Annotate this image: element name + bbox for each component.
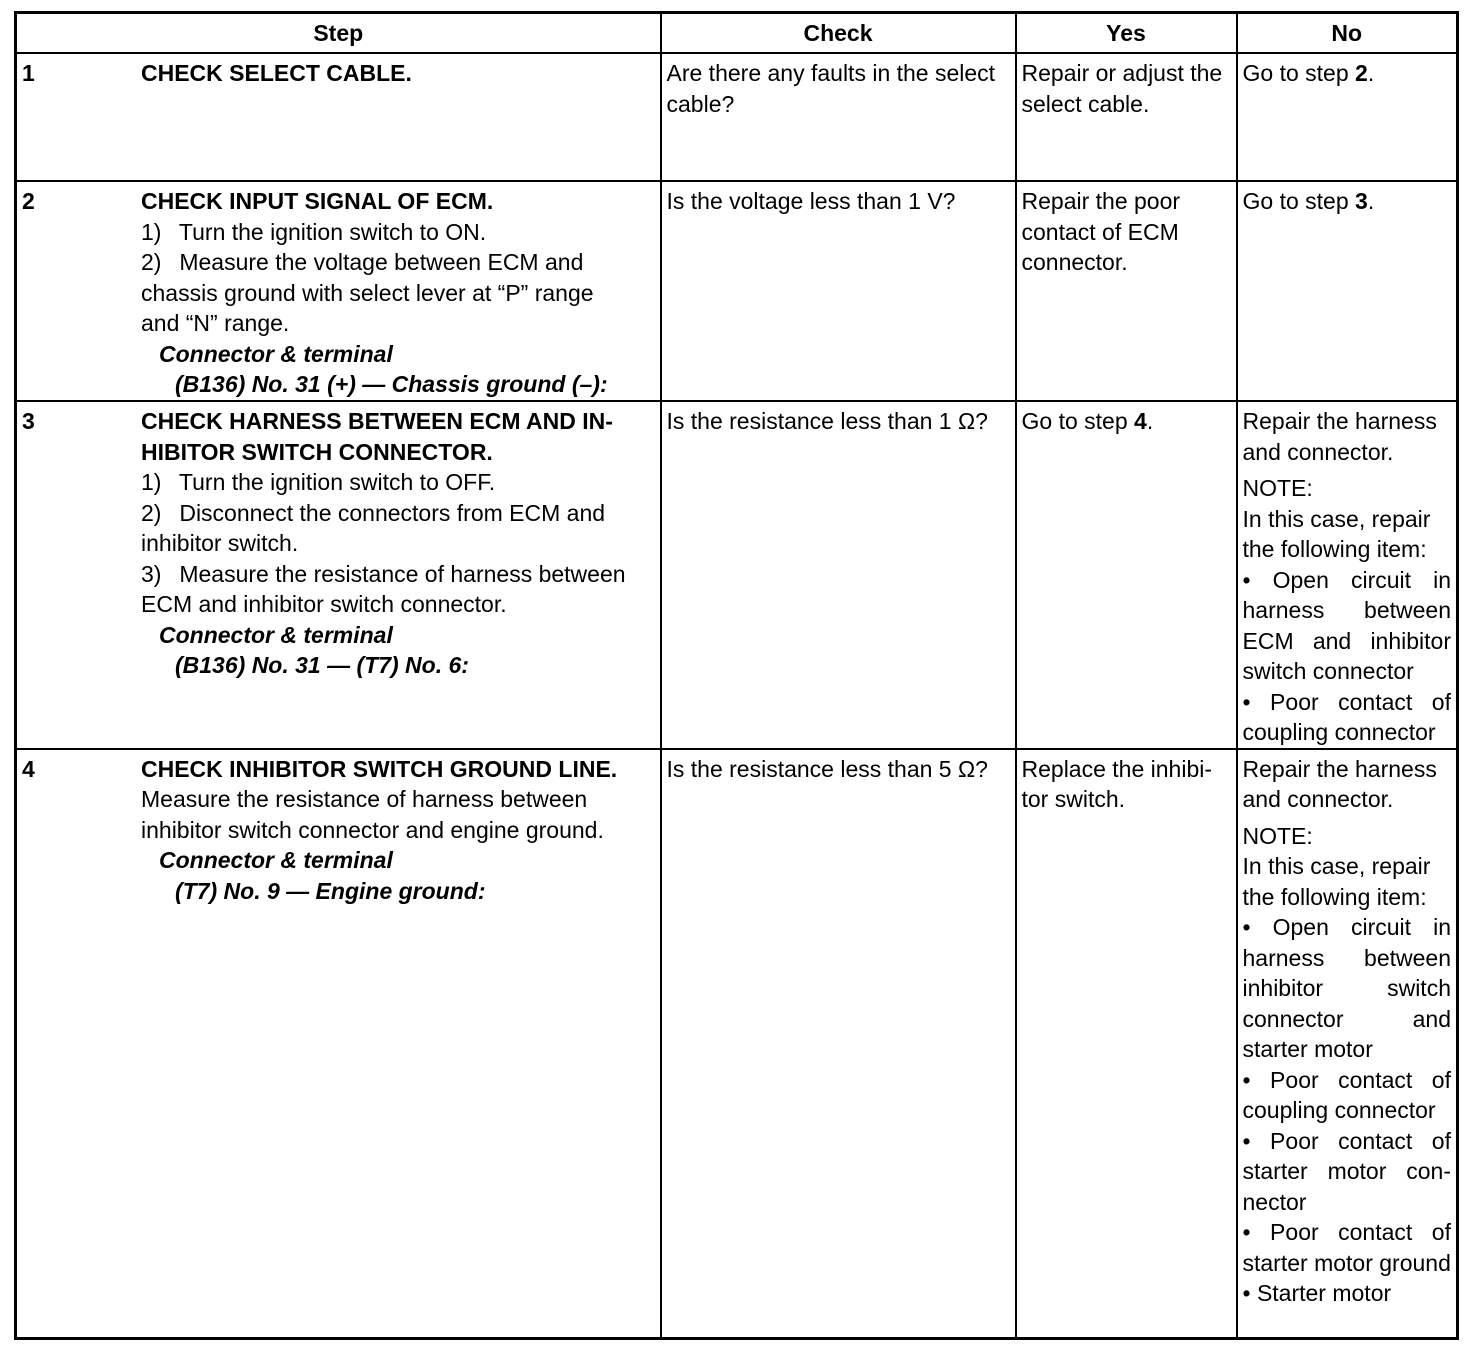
table-row <box>16 53 1458 181</box>
note-text: In this case, repair the following item: <box>1242 853 1431 910</box>
note-item: • Poor contact of starter motor ground <box>1242 1219 1451 1276</box>
instruction-line: ECM and inhibitor switch connector. <box>141 591 507 617</box>
diagnostic-table <box>14 11 1459 1340</box>
yes-cell: Replace the inhibi- tor switch. <box>1016 749 1237 1339</box>
step-cell <box>16 401 661 749</box>
connector-value: (T7) No. 9 — Engine ground: <box>175 877 486 904</box>
note-item: • Poor contact of coupling connector <box>1242 1066 1451 1123</box>
instruction-line: and “N” range. <box>141 310 290 336</box>
no-cell <box>1237 401 1458 749</box>
step-cell <box>16 53 661 181</box>
instruction-line: 2) Disconnect the connectors from ECM and <box>141 499 606 526</box>
instruction-line: inhibitor switch. <box>141 530 299 556</box>
header-check: Check <box>661 13 1016 54</box>
note-item: • Open circuit in harness between inhibitor switch connector and starter motor <box>1242 914 1451 1062</box>
instruction-line: 3) Measure the resistance of harness between <box>141 560 626 587</box>
connector-value: (B136) No. 31 — (T7) No. 6: <box>175 652 469 678</box>
yes-cell <box>1016 401 1237 749</box>
instruction-line: chassis ground with select lever at “P” range <box>141 279 594 306</box>
no-step-ref: 2 <box>1355 60 1368 86</box>
step-title: CHECK INPUT SIGNAL OF ECM. <box>141 188 494 214</box>
header-step: Step <box>16 13 661 54</box>
step-cell <box>16 181 661 401</box>
instruction-line: inhibitor switch connector and engine ground. <box>141 816 604 843</box>
instruction-line: 1) Turn the ignition switch to OFF. <box>141 469 496 495</box>
no-main: Repair the harness and connector. <box>1242 408 1437 465</box>
step-title: CHECK INHIBITOR SWITCH GROUND LINE. <box>141 755 618 782</box>
connector-label: Connector & terminal <box>159 340 393 367</box>
instruction-line: 1) Turn the ignition switch to ON. <box>141 218 487 245</box>
header-yes: Yes <box>1016 13 1237 54</box>
no-suffix: . <box>1367 60 1375 86</box>
header-no: No <box>1237 13 1458 54</box>
note-item: • Poor contact of starter motor con- nector <box>1242 1127 1451 1215</box>
step-title: CHECK SELECT CABLE. <box>141 60 412 86</box>
check-cell: Is the voltage less than 1 V? <box>661 181 1016 401</box>
yes-text: Go to step <box>1021 408 1135 434</box>
note-text: In this case, repair the following item: <box>1242 505 1431 562</box>
check-cell: Is the resistance less than 1 Ω? <box>661 401 1016 749</box>
no-suffix: . <box>1367 188 1375 214</box>
no-cell <box>1237 53 1458 181</box>
check-cell: Is the resistance less than 5 Ω? <box>661 749 1016 1339</box>
step-cell <box>16 749 661 1339</box>
header-row <box>16 13 1458 54</box>
connector-value: (B136) No. 31 (+) — Chassis ground (–): <box>175 371 608 397</box>
note-heading: NOTE: <box>1242 475 1313 501</box>
step-number: 1 <box>22 60 35 86</box>
no-text: Go to step <box>1242 60 1356 86</box>
step-title: CHECK HARNESS BETWEEN ECM AND IN- <box>141 408 613 434</box>
step-title: HIBITOR SWITCH CONNECTOR. <box>141 438 493 465</box>
check-cell: Are there any faults in the select cable? <box>661 53 1016 181</box>
step-number: 4 <box>22 755 35 782</box>
note-item: • Open circuit in harness between ECM and inhibitor switch connector <box>1242 566 1451 684</box>
yes-step-ref: 4 <box>1134 408 1147 434</box>
yes-cell: Repair the poor contact of ECM connector. <box>1016 181 1237 401</box>
no-cell <box>1237 749 1458 1339</box>
yes-suffix: . <box>1146 408 1154 434</box>
table-row <box>16 181 1458 401</box>
connector-label: Connector & terminal <box>159 847 393 873</box>
instruction-line: Measure the resistance of harness between <box>141 786 588 812</box>
connector-label: Connector & terminal <box>159 621 393 648</box>
yes-cell: Repair or adjust the select cable. <box>1016 53 1237 181</box>
table-row <box>16 749 1458 1339</box>
step-number: 2 <box>22 188 35 214</box>
no-step-ref: 3 <box>1355 188 1368 214</box>
step-number: 3 <box>22 408 35 434</box>
no-text: Go to step <box>1242 188 1356 214</box>
table-row <box>16 401 1458 749</box>
no-cell <box>1237 181 1458 401</box>
note-item: • Starter motor <box>1242 1280 1392 1306</box>
instruction-line: 2) Measure the voltage between ECM and <box>141 249 584 275</box>
no-main: Repair the harness and connector. <box>1242 755 1437 812</box>
note-heading: NOTE: <box>1242 822 1313 849</box>
note-item: • Poor contact of coupling connector <box>1242 688 1451 745</box>
